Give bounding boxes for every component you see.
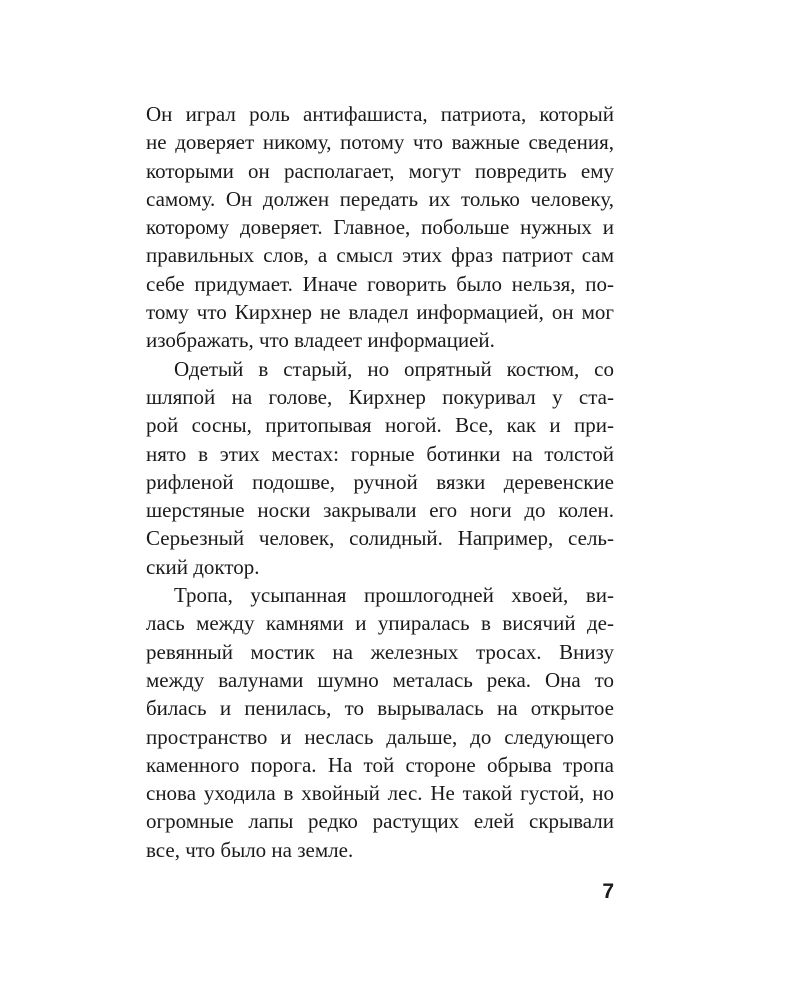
text-line: шляпой на голове, Кирхнер покуривал у ста- <box>146 384 614 409</box>
text-line: снова уходила в хвойный лес. Не такой густой, но <box>146 781 614 806</box>
text-line: огромные лапы редко растущих елей скрывали <box>146 809 614 834</box>
text-line: которыми он располагает, могут повредить ему <box>146 158 614 183</box>
paragraph-1 <box>146 100 614 355</box>
page-number: 7 <box>602 880 614 903</box>
text-line: ский доктор. <box>146 554 260 579</box>
text-line: рой сосны, притопывая ногой. Все, как и при- <box>146 413 614 438</box>
paragraph-3 <box>146 581 614 864</box>
text-line: не доверяет никому, потому что важные сведения, <box>146 130 614 155</box>
text-line: самому. Он должен передать их только человеку, <box>146 186 614 211</box>
text-line: Серьезный человек, солидный. Например, сель- <box>146 526 614 551</box>
text-line: правильных слов, а смысл этих фраз патриот сам <box>146 243 614 268</box>
text-line: которому доверяет. Главное, побольше нужных и <box>146 215 614 240</box>
text-line: билась и пенилась, то вырывалась на открытое <box>146 696 614 721</box>
paragraph-2 <box>146 355 614 581</box>
text-line: шерстяные носки закрывали его ноги до колен. <box>146 498 614 523</box>
text-line: изображать, что владеет информацией. <box>146 328 495 353</box>
text-line: Тропа, усыпанная прошлогодней хвоей, ви- <box>174 583 614 608</box>
text-line: Одетый в старый, но опрятный костюм, со <box>174 356 614 381</box>
text-line: рифленой подошве, ручной вязки деревенские <box>146 469 614 494</box>
text-line: лась между камнями и упиралась в висячий де- <box>146 611 614 636</box>
text-line: тому что Кирхнер не владел информацией, он мог <box>146 300 614 325</box>
text-line: себе придумает. Иначе говорить было нельзя, по- <box>146 271 614 296</box>
text-line: ревянный мостик на железных тросах. Внизу <box>146 639 614 664</box>
text-line: Он играл роль антифашиста, патриота, который <box>146 102 614 126</box>
text-line: каменного порога. На той стороне обрыва тропа <box>146 752 614 777</box>
text-line: между валунами шумно металась река. Она то <box>146 667 614 692</box>
book-page-text <box>146 100 614 864</box>
text-line: нято в этих местах: горные ботинки на толстой <box>146 441 614 466</box>
text-line: пространство и неслась дальше, до следующего <box>146 724 614 749</box>
text-line: все, что было на земле. <box>146 837 354 862</box>
